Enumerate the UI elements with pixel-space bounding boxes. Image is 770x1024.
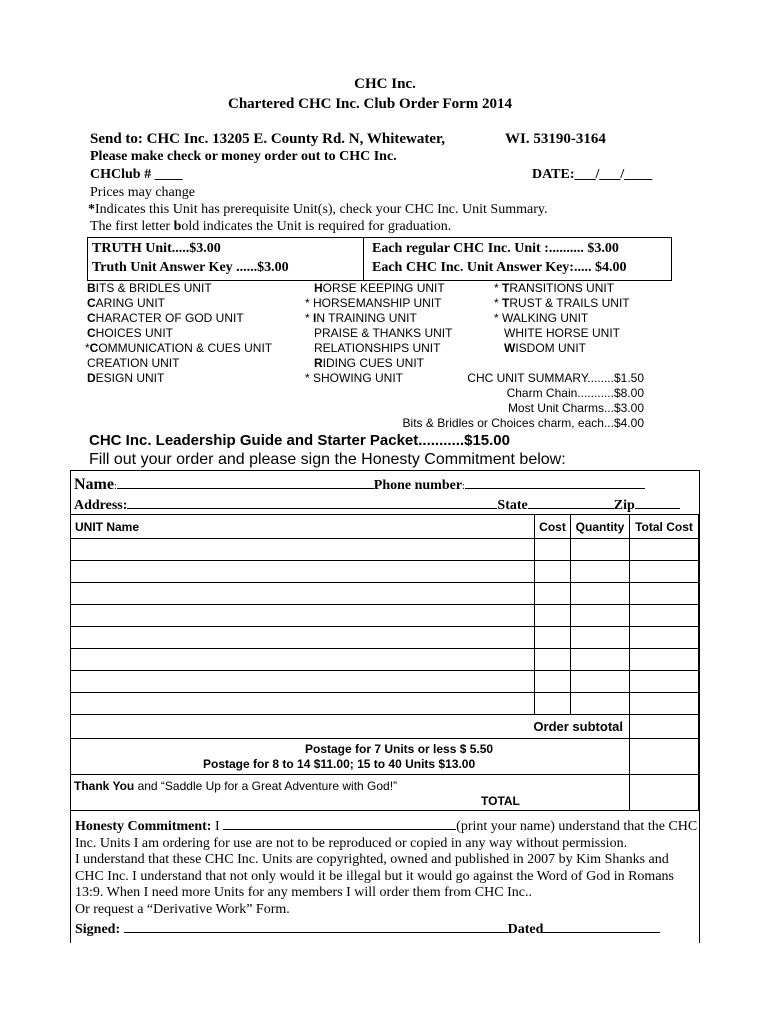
- unit-item: PRAISE & THANKS UNIT: [314, 326, 453, 340]
- total-label: TOTAL: [481, 794, 520, 808]
- total-cell[interactable]: [630, 539, 699, 561]
- unit-list-col1: [87, 281, 272, 386]
- table-row: [71, 539, 699, 561]
- unit-name-cell[interactable]: [71, 561, 535, 583]
- unit-item: CHOICES UNIT: [87, 326, 174, 340]
- send-to-address: Send to: CHC Inc. 13205 E. County Rd. N, Whitewater,: [90, 131, 446, 147]
- name-colon: :: [113, 481, 117, 492]
- order-instruction: Fill out your order and please sign the Honesty Commitment below:: [89, 451, 566, 468]
- unit-item: HORSE KEEPING UNIT: [314, 281, 445, 295]
- charm-chain-price: Charm Chain...........$8.00: [506, 386, 644, 400]
- total-cell[interactable]: [630, 627, 699, 649]
- payable-note: Please make check or money order out to CHC Inc.: [90, 149, 397, 164]
- total-row: [71, 775, 699, 811]
- state-zip: WI. 53190-3164: [505, 131, 606, 147]
- cost-cell[interactable]: [535, 561, 571, 583]
- price-box-divider: [363, 238, 364, 280]
- unit-item: *COMMUNICATION & CUES UNIT: [85, 341, 273, 355]
- table-row: [71, 561, 699, 583]
- subtotal-label: Order subtotal: [71, 715, 630, 739]
- total-cell[interactable]: [630, 561, 699, 583]
- total-cell[interactable]: [630, 583, 699, 605]
- price-box: [87, 237, 672, 281]
- regular-unit-price: Each regular CHC Inc. Unit :.......... $3.00: [372, 241, 619, 256]
- signature-line[interactable]: [124, 918, 508, 933]
- unit-item: DESIGN UNIT: [87, 371, 165, 385]
- signature-line-row: Signed: Dated: [75, 918, 697, 939]
- quantity-cell[interactable]: [571, 627, 630, 649]
- answer-key-price: Each CHC Inc. Unit Answer Key:..... $4.00: [372, 260, 627, 275]
- unit-item: WISDOM UNIT: [504, 341, 586, 355]
- page-title: CHC Inc.: [354, 76, 416, 92]
- grand-total-cell[interactable]: [630, 775, 699, 811]
- name-line[interactable]: [117, 474, 374, 489]
- postage-large: Postage for 8 to 14 $11.00; 15 to 40 Units $13.00: [203, 756, 476, 771]
- unit-name-cell[interactable]: [71, 671, 535, 693]
- unit-summary-price: CHC UNIT SUMMARY........$1.50: [467, 371, 644, 385]
- cost-cell[interactable]: [535, 693, 571, 715]
- postage-total-cell[interactable]: [630, 739, 699, 775]
- unit-name-cell[interactable]: [71, 583, 535, 605]
- prices-note: Prices may change: [90, 185, 195, 200]
- unit-item: * SHOWING UNIT: [305, 371, 404, 385]
- state-label: State: [497, 498, 528, 513]
- name-field[interactable]: [74, 474, 645, 494]
- postage-row: [71, 739, 699, 775]
- extras-list: [300, 371, 644, 431]
- bold-note-post: old indicates the Unit is required for graduation.: [181, 219, 452, 234]
- honesty-line: I understand that these CHC Inc. Units are copyrighted, owned and published in 2007 by Kim Shanks and: [75, 852, 669, 867]
- order-table-header: [71, 515, 699, 539]
- quantity-cell[interactable]: [571, 671, 630, 693]
- unit-item: * IN TRAINING UNIT: [305, 311, 417, 325]
- unit-item: WHITE HORSE UNIT: [504, 326, 620, 340]
- unit-item: RIDING CUES UNIT: [314, 356, 425, 370]
- table-row: [71, 583, 699, 605]
- name-label: Name: [74, 476, 114, 493]
- quantity-cell[interactable]: [571, 561, 630, 583]
- state-line[interactable]: [528, 494, 614, 509]
- total-cell[interactable]: [630, 605, 699, 627]
- honesty-line: Inc. Units I am ordering for use are not to be reproduced or copied in any way without permission.: [75, 835, 628, 851]
- header-cost: Cost: [535, 515, 571, 539]
- table-row: [71, 605, 699, 627]
- unit-item: * TRUST & TRAILS UNIT: [494, 296, 630, 310]
- address-line[interactable]: [127, 494, 497, 509]
- bold-note-letter: b: [173, 219, 182, 234]
- address-label: Address:: [74, 498, 128, 513]
- subtotal-row: [71, 715, 699, 739]
- phone-label: Phone number: [373, 478, 463, 493]
- thank-you-cell: [71, 775, 630, 811]
- leadership-guide-price: CHC Inc. Leadership Guide and Starter Packet...........$15.00: [89, 432, 510, 449]
- unit-list-col3: [494, 281, 630, 356]
- unit-item: BITS & BRIDLES UNIT: [87, 281, 212, 295]
- unit-name-cell[interactable]: [71, 539, 535, 561]
- most-charms-price: Most Unit Charms...$3.00: [507, 401, 644, 415]
- bold-letter-note: [90, 219, 451, 235]
- unit-item: CREATION UNIT: [87, 356, 180, 370]
- honesty-line: 13:9. When I need more Units for any members I will order them from CHC Inc..: [75, 885, 532, 900]
- cost-cell[interactable]: [535, 627, 571, 649]
- honesty-commitment: [75, 815, 697, 939]
- prereq-text: Indicates this Unit has prerequisite Unit(s), check your CHC Inc. Unit Summary.: [95, 202, 548, 217]
- date-signed-line[interactable]: [543, 918, 660, 933]
- bold-note-pre: The first letter: [90, 219, 174, 234]
- phone-line[interactable]: [465, 474, 645, 489]
- table-row: [71, 671, 699, 693]
- unit-item: * TRANSITIONS UNIT: [494, 281, 615, 295]
- thank-you-text: Thank You and “Saddle Up for a Great Adventure with God!”: [74, 779, 398, 793]
- postage-small: Postage for 7 Units or less $ 5.50: [305, 741, 494, 756]
- quantity-cell[interactable]: [571, 649, 630, 671]
- subtotal-cell[interactable]: [630, 715, 699, 739]
- honesty-first-line: Honesty Commitment: I (print your name) understand that the CHC: [75, 815, 697, 836]
- total-cell[interactable]: [630, 693, 699, 715]
- cost-cell[interactable]: [535, 605, 571, 627]
- phone-colon: :: [462, 481, 465, 492]
- truth-unit-price: TRUTH Unit.....$3.00: [92, 241, 221, 256]
- unit-item: CHARACTER OF GOD UNIT: [87, 311, 244, 325]
- quantity-cell[interactable]: [571, 539, 630, 561]
- unit-name-cell[interactable]: [71, 693, 535, 715]
- unit-name-cell[interactable]: [71, 649, 535, 671]
- cost-cell[interactable]: [535, 671, 571, 693]
- order-table: [70, 514, 699, 811]
- page-subtitle: Chartered CHC Inc. Club Order Form 2014: [227, 96, 512, 112]
- bits-charm-price: Bits & Bridles or Choices charm, each...$4.00: [402, 416, 644, 430]
- honesty-line: CHC Inc. I understand that not only would it be illegal but it would go against the Word of God in Romans: [75, 868, 674, 884]
- header-unit-name: UNIT Name: [71, 515, 535, 539]
- unit-item: RELATIONSHIPS UNIT: [314, 341, 441, 355]
- quantity-cell[interactable]: [571, 605, 630, 627]
- total-cell[interactable]: [630, 671, 699, 693]
- unit-name-cell[interactable]: [71, 627, 535, 649]
- header-total-cost: Total Cost: [630, 515, 699, 539]
- honesty-line: Or request a “Derivative Work” Form.: [75, 901, 290, 917]
- table-row: [71, 693, 699, 715]
- zip-line[interactable]: [635, 494, 680, 509]
- quantity-cell[interactable]: [571, 693, 630, 715]
- prerequisite-note: [88, 202, 547, 218]
- table-row: [71, 649, 699, 671]
- cost-cell[interactable]: [535, 583, 571, 605]
- address-field[interactable]: [74, 494, 680, 514]
- postage-cell: [71, 739, 630, 775]
- prereq-star: *: [88, 202, 95, 217]
- unit-name-cell[interactable]: [71, 605, 535, 627]
- cost-cell[interactable]: [535, 539, 571, 561]
- header-quantity: Quantity: [571, 515, 630, 539]
- table-row: [71, 627, 699, 649]
- total-cell[interactable]: [630, 649, 699, 671]
- zip-label: Zip: [613, 498, 635, 513]
- date-label: DATE:___/___/____: [532, 167, 653, 182]
- print-name-line[interactable]: [223, 815, 456, 830]
- truth-key-price: Truth Unit Answer Key ......$3.00: [92, 260, 289, 275]
- club-number-label: CHClub # ____: [90, 167, 183, 182]
- unit-item: CARING UNIT: [87, 296, 166, 310]
- unit-item: * HORSEMANSHIP UNIT: [305, 296, 442, 310]
- quantity-cell[interactable]: [571, 583, 630, 605]
- unit-item: * WALKING UNIT: [494, 311, 589, 325]
- cost-cell[interactable]: [535, 649, 571, 671]
